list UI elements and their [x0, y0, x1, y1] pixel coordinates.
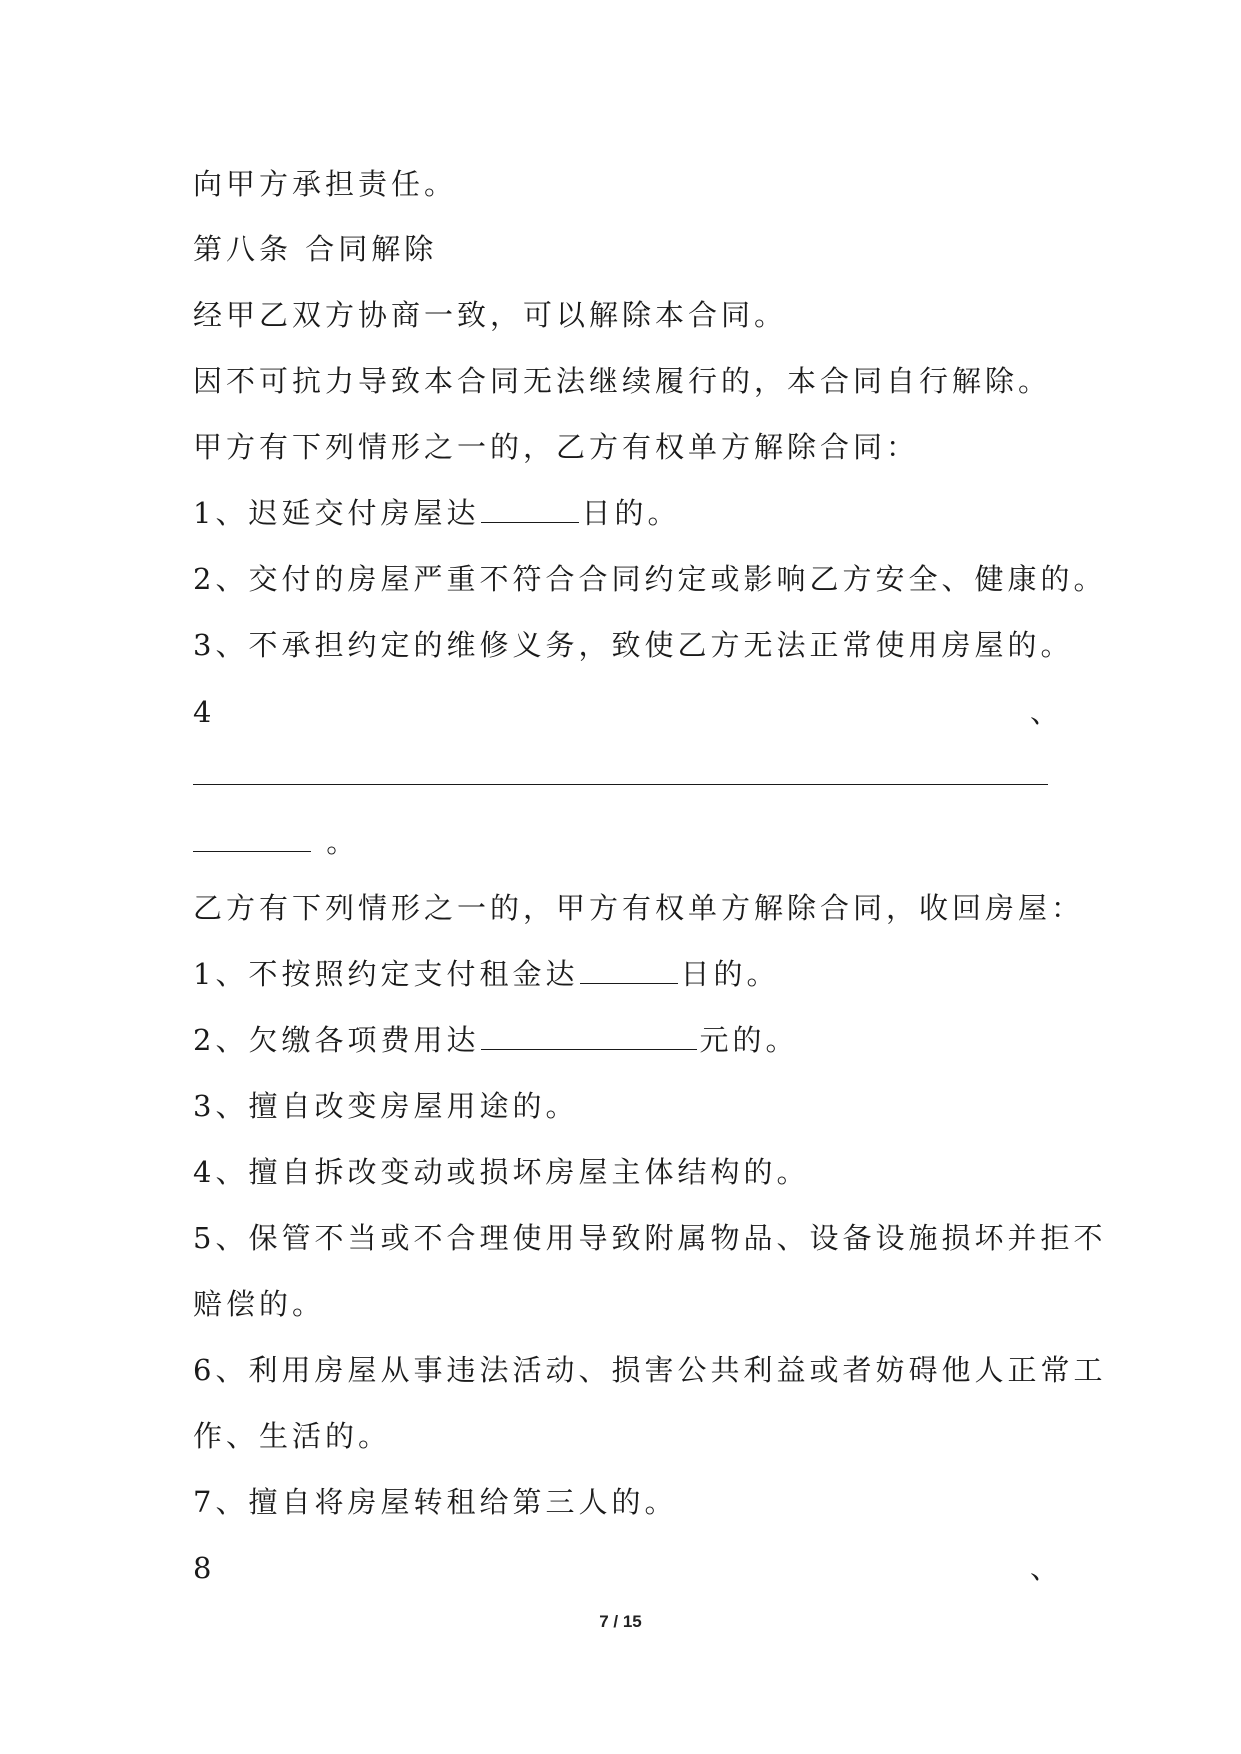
list-item-mark: 、	[1030, 1551, 1060, 1585]
list-item: 赔偿的。	[193, 1287, 326, 1321]
list-item-text: 1、不按照约定支付租金达	[193, 957, 579, 991]
list-item-text: 。	[326, 825, 360, 859]
fill-in-blank[interactable]	[193, 827, 311, 852]
fill-in-blank[interactable]	[481, 498, 579, 523]
list-item: 3、不承担约定的维修义务，致使乙方无法正常使用房屋的。	[193, 628, 1074, 662]
list-item-number: 8	[193, 1551, 216, 1585]
list-item-text: 日的。	[680, 957, 780, 991]
page-number: 7 / 15	[599, 1612, 642, 1631]
text-line: 向甲方承担责任。	[193, 167, 458, 201]
list-item-text: 元的。	[699, 1023, 799, 1057]
list-item: 6、利用房屋从事违法活动、损害公共利益或者妨碍他人正常工	[193, 1353, 1107, 1387]
fill-in-blank[interactable]	[580, 959, 678, 984]
list-item: 4、擅自拆改变动或损坏房屋主体结构的。	[193, 1155, 810, 1189]
list-item: 3、擅自改变房屋用途的。	[193, 1089, 579, 1123]
list-item-number: 4	[193, 695, 216, 729]
text-line: 因不可抗力导致本合同无法继续履行的，本合同自行解除。	[193, 364, 1052, 398]
list-item: 2、交付的房屋严重不符合合同约定或影响乙方安全、健康的。	[193, 562, 1107, 596]
text-line: 乙方有下列情形之一的，甲方有权单方解除合同，收回房屋：	[193, 891, 1085, 925]
list-item: 作、生活的。	[193, 1419, 392, 1453]
text-line: 经甲乙双方协商一致，可以解除本合同。	[193, 298, 788, 332]
list-item	[193, 1020, 798, 1060]
list-item: 5、保管不当或不合理使用导致附属物品、设备设施损坏并拒不	[193, 1221, 1107, 1255]
fill-in-blank[interactable]	[193, 784, 1048, 785]
list-item-text: 日的。	[581, 496, 681, 530]
list-item-text: 2、欠缴各项费用达	[193, 1023, 480, 1057]
list-item-mark: 、	[1030, 695, 1060, 729]
fill-in-blank[interactable]	[481, 1025, 697, 1050]
list-item: 7、擅自将房屋转租给第三人的。	[193, 1485, 678, 1519]
section-heading: 第八条 合同解除	[193, 232, 438, 266]
list-item	[193, 822, 359, 862]
list-item	[193, 493, 680, 533]
text-line: 甲方有下列情形之一的，乙方有权单方解除合同：	[193, 430, 920, 464]
list-item-text: 1、迟延交付房屋达	[193, 496, 480, 530]
list-item	[193, 954, 779, 994]
